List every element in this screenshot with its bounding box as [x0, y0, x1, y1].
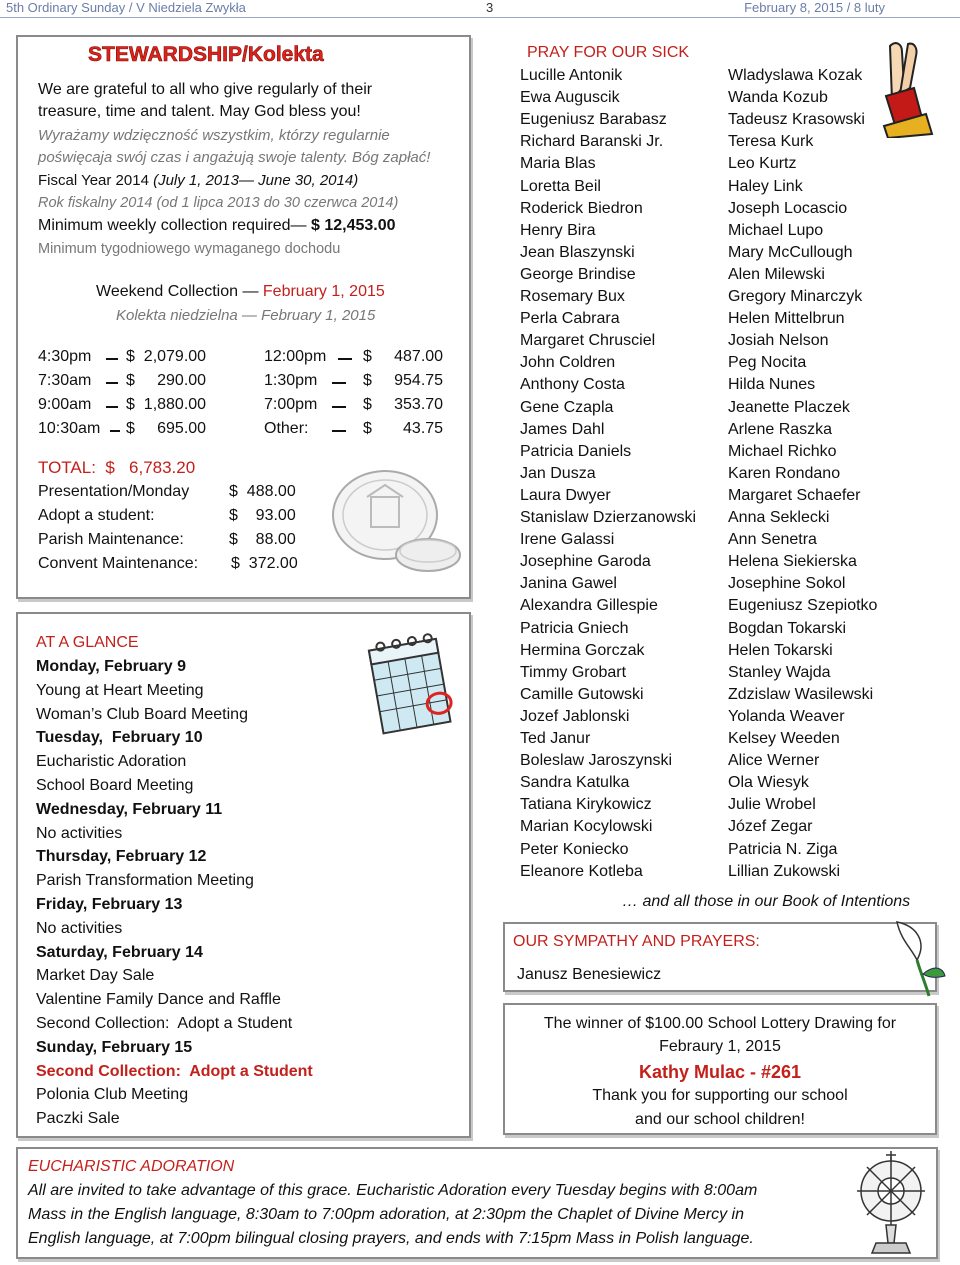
sick-name: Michael Lupo — [728, 221, 824, 239]
sick-name: Patricia Gniech — [520, 619, 629, 637]
monstrance-icon — [850, 1151, 932, 1255]
glance-line: Sunday, February 15 — [36, 1038, 193, 1056]
thanks-en-1: We are grateful to all who give regularly of their — [38, 81, 373, 98]
sick-name: Irene Galassi — [520, 531, 615, 549]
sick-name: Ted Janur — [520, 730, 591, 747]
collection-time: 9:00am — [38, 396, 92, 413]
adoration-line2: Mass in the English language, 8:30am to 7:00pm adoration, at 2:30pm the Chaplet of Divine Mercy in — [28, 1206, 744, 1223]
collection-amount: $ 487.00 — [363, 348, 444, 365]
collection-time: 1:30pm — [264, 372, 318, 389]
sick-name: Helen Mittelbrun — [728, 310, 845, 328]
sick-name: Jozef Jablonski — [520, 707, 630, 725]
sick-name: Teresa Kurk — [728, 133, 814, 151]
glance-line: Young at Heart Meeting — [36, 681, 204, 699]
sick-name: George Brindise — [520, 265, 636, 283]
minimum-weekly-pl: Minimum tygodniowego wymaganego dochodu — [38, 241, 341, 257]
sick-name: Marian Kocylowski — [520, 818, 653, 836]
sick-name: Josiah Nelson — [728, 332, 829, 350]
collection-time: 10:30am — [38, 420, 101, 437]
lottery-box — [503, 1003, 937, 1135]
sick-name: Jean Blaszynski — [520, 243, 635, 261]
collection-amount: $ 43.75 — [363, 420, 444, 437]
glance-line: No activities — [36, 919, 123, 937]
lily-icon — [887, 918, 947, 998]
sympathy-name: Janusz Benesiewicz — [517, 966, 662, 983]
glance-line: Tuesday, February 10 — [36, 729, 203, 747]
glance-line: Paczki Sale — [36, 1110, 120, 1128]
sick-name: Yolanda Weaver — [728, 707, 845, 725]
sick-name: Karen Rondano — [728, 464, 841, 482]
sick-name: Ola Wiesyk — [728, 774, 809, 792]
dash — [332, 430, 346, 432]
sick-name: Helena Siekierska — [728, 553, 857, 571]
fiscal-year-label: Fiscal Year 2014 — [38, 172, 154, 189]
sick-name: James Dahl — [520, 420, 605, 438]
sick-name: Josephine Garoda — [520, 553, 651, 571]
sick-name: Jeanette Placzek — [728, 398, 850, 416]
minimum-weekly — [38, 217, 396, 235]
sick-name: Loretta Beil — [520, 177, 601, 195]
glance-line: No activities — [36, 824, 123, 842]
sick-name: Joseph Locascio — [728, 199, 848, 217]
lottery-line3: Thank you for supporting our school — [592, 1087, 848, 1104]
glance-title: AT A GLANCE — [36, 634, 139, 651]
sick-name: Stanley Wajda — [728, 663, 831, 681]
dash — [106, 406, 118, 408]
glance-line: Friday, February 13 — [36, 896, 183, 913]
sick-name: Ann Senetra — [728, 531, 817, 549]
sick-name: Alen Milewski — [728, 265, 825, 283]
sick-name: Eugeniusz Barabasz — [520, 111, 667, 129]
thanks-pl-2: poświęcaja swój czas i angażują swoje talenty. Bóg zapłać! — [38, 149, 431, 166]
sick-name: Kelsey Weeden — [728, 730, 840, 747]
sick-name: Peg Nocita — [728, 354, 807, 372]
lottery-line4: and our school children! — [635, 1111, 805, 1128]
sick-name: Margaret Schaefer — [728, 486, 861, 504]
collection-time: 4:30pm — [38, 348, 92, 365]
sick-name: Anthony Costa — [520, 376, 625, 394]
minimum-weekly-amount: $ 12,453.00 — [310, 217, 396, 234]
sick-name: Timmy Grobart — [520, 663, 627, 681]
header-right: February 8, 2015 / 8 luty — [744, 0, 885, 15]
sick-name: Eleanore Kotleba — [520, 862, 643, 880]
dash — [338, 358, 352, 360]
extra-amount: $ 88.00 — [229, 531, 296, 548]
collection-time: 12:00pm — [264, 348, 327, 365]
glance-line: Monday, February 9 — [36, 658, 186, 675]
glance-line: School Board Meeting — [36, 777, 194, 794]
sick-name: Laura Dwyer — [520, 486, 611, 504]
calendar-icon — [363, 622, 458, 742]
sick-name: Alexandra Gillespie — [520, 597, 658, 615]
glance-box — [16, 612, 471, 1138]
extra-amount: $ 372.00 — [231, 555, 298, 572]
sick-name: Maria Blas — [520, 155, 596, 173]
stewardship-box — [16, 35, 471, 599]
total-line: TOTAL: $ 6,783.20 — [38, 458, 196, 477]
collection-amount: $ 353.70 — [363, 396, 444, 413]
sick-name: Wanda Kozub — [728, 89, 828, 107]
dash — [110, 430, 120, 432]
sick-name: Roderick Biedron — [520, 199, 643, 217]
sick-name: Gene Czapla — [520, 398, 614, 416]
header-divider — [0, 17, 960, 18]
collection-time: 7:00pm — [264, 396, 318, 413]
extra-amount: $ 93.00 — [229, 507, 296, 524]
collection-amount: $ 954.75 — [363, 372, 444, 389]
header-left: 5th Ordinary Sunday / V Niedziela Zwykła — [6, 0, 246, 15]
sick-name: Anna Seklecki — [728, 509, 830, 526]
sick-name: Perla Cabrara — [520, 310, 620, 328]
sick-name: Margaret Chrusciel — [520, 332, 656, 350]
dash — [332, 382, 346, 384]
collection-amount: $ 695.00 — [126, 420, 207, 437]
extra-label: Adopt a student: — [38, 507, 155, 524]
sick-name: Gregory Minarczyk — [728, 288, 863, 305]
collection-amount: $ 290.00 — [126, 372, 207, 389]
glance-line: Saturday, February 14 — [36, 943, 203, 961]
sick-name: Patricia Daniels — [520, 442, 632, 460]
weekend-collection-date: February 1, 2015 — [262, 283, 385, 300]
glance-line: Thursday, February 12 — [36, 848, 207, 866]
glance-line: Market Day Sale — [36, 967, 155, 985]
sick-name: Boleslaw Jaroszynski — [520, 752, 673, 770]
glance-line: Polonia Club Meeting — [36, 1086, 189, 1104]
sick-name: Josephine Sokol — [728, 575, 846, 593]
collection-amount: $ 1,880.00 — [126, 396, 207, 413]
sick-name: Tatiana Kirykowicz — [520, 796, 652, 814]
sick-name: Zdzislaw Wasilewski — [728, 685, 874, 703]
sick-name: Camille Gutowski — [520, 685, 644, 703]
sick-name: Tadeusz Krasowski — [728, 111, 865, 129]
sick-name: Sandra Katulka — [520, 774, 630, 792]
glance-line: Eucharistic Adoration — [36, 753, 187, 771]
lottery-winner: Kathy Mulac - #261 — [638, 1062, 802, 1082]
stewardship-title: STEWARDSHIP/Kolekta — [88, 43, 324, 66]
sick-name: Stanislaw Dzierzanowski — [520, 509, 697, 526]
fiscal-year-range: (July 1, 2013— June 30, 2014) — [153, 172, 359, 189]
adoration-box — [16, 1147, 938, 1259]
lottery-line2: Febraury 1, 2015 — [659, 1038, 781, 1055]
sick-name: Arlene Raszka — [728, 420, 833, 438]
sick-name: Henry Bira — [520, 221, 596, 239]
collection-time: Other: — [264, 420, 309, 437]
praying-hands-icon — [862, 38, 940, 138]
adoration-line1: All are invited to take advantage of this grace. Eucharistic Adoration every Tuesday begins with 8:00am — [28, 1182, 758, 1199]
glance-line: Wednesday, February 11 — [36, 800, 223, 818]
minimum-weekly-label: Minimum weekly collection required— — [38, 217, 311, 234]
sympathy-title: OUR SYMPATHY AND PRAYERS: — [513, 933, 760, 950]
lottery-line1: The winner of $100.00 School Lottery Drawing for — [543, 1015, 897, 1032]
thanks-pl-1: Wyrażamy wdzięczność wszystkim, którzy regularnie — [38, 127, 390, 144]
weekend-collection-label: Weekend Collection — — [96, 283, 263, 300]
extra-label: Presentation/Monday — [38, 483, 190, 500]
sick-name: Haley Link — [728, 177, 803, 195]
weekend-collection — [96, 283, 385, 301]
extra-label: Convent Maintenance: — [38, 555, 199, 572]
sick-name: Leo Kurtz — [728, 155, 797, 173]
sick-name: Eugeniusz Szepiotko — [728, 597, 878, 615]
extra-label: Parish Maintenance: — [38, 531, 184, 548]
extra-amount: $ 488.00 — [229, 483, 296, 500]
sick-name: Michael Richko — [728, 442, 837, 460]
fiscal-year — [38, 172, 358, 189]
sick-name: Alice Werner — [728, 752, 820, 770]
page-number: 3 — [486, 0, 494, 15]
sick-name: Hilda Nunes — [728, 376, 816, 394]
sick-title: PRAY FOR OUR SICK — [527, 44, 690, 61]
glance-line: Second Collection: Adopt a Student — [36, 1015, 293, 1032]
glance-line: Parish Transformation Meeting — [36, 872, 254, 890]
sick-footer: … and all those in our Book of Intentions — [622, 893, 911, 910]
sick-name: Wladyslawa Kozak — [728, 67, 863, 84]
sick-name: Jan Dusza — [520, 464, 596, 482]
adoration-line3: English language, at 7:00pm bilingual closing prayers, and ends with 7:15pm Mass in Polish language. — [28, 1230, 754, 1247]
sick-name: Hermina Gorczak — [520, 641, 645, 659]
glance-line: Valentine Family Dance and Raffle — [36, 991, 281, 1009]
sick-name: Rosemary Bux — [520, 288, 625, 305]
dash — [106, 382, 118, 384]
sick-name: Bogdan Tokarski — [728, 619, 846, 637]
coins-icon — [323, 465, 463, 585]
collection-amount: $ 2,079.00 — [126, 348, 207, 365]
sick-name: Peter Koniecko — [520, 840, 629, 858]
sick-name: Julie Wrobel — [728, 796, 816, 814]
sick-name: Richard Baranski Jr. — [520, 133, 664, 151]
weekend-collection-pl: Kolekta niedzielna — February 1, 2015 — [116, 307, 376, 324]
sick-name: Janina Gawel — [520, 575, 617, 593]
sympathy-box — [503, 922, 937, 992]
dash — [106, 358, 118, 360]
sick-name: Patricia N. Ziga — [728, 840, 838, 858]
sick-name: Józef Zegar — [728, 818, 813, 836]
sick-name: Ewa Auguscik — [520, 89, 620, 107]
glance-line: Woman’s Club Board Meeting — [36, 705, 248, 723]
dash — [332, 406, 346, 408]
sick-name: John Coldren — [520, 354, 616, 372]
sick-name: Helen Tokarski — [728, 641, 833, 659]
sick-name: Lillian Zukowski — [728, 862, 841, 880]
glance-line: Second Collection: Adopt a Student — [36, 1062, 313, 1080]
adoration-title: EUCHARISTIC ADORATION — [28, 1158, 235, 1175]
sick-name: Mary McCullough — [728, 243, 853, 261]
collection-time: 7:30am — [38, 372, 92, 389]
fiscal-year-pl: Rok fiskalny 2014 (od 1 lipca 2013 do 30 czerwca 2014) — [38, 195, 399, 211]
thanks-en-2: treasure, time and talent. May God bless you! — [38, 103, 361, 120]
sick-name: Lucille Antonik — [520, 67, 623, 84]
